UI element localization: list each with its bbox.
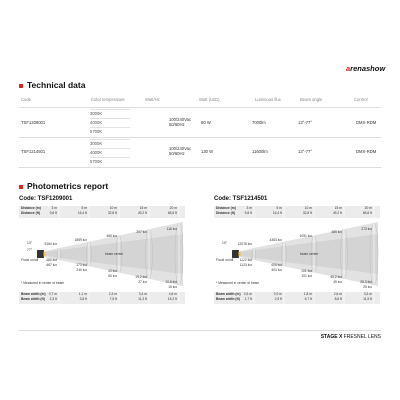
label-beam-m: Beam width (m) bbox=[21, 292, 46, 296]
beam-width-m: 4,6 m bbox=[168, 292, 177, 296]
fc-value: 101 fcd bbox=[301, 268, 312, 273]
beam-width-m: 0,7 m bbox=[48, 292, 57, 296]
header-color-temp: Color temperature bbox=[91, 97, 125, 102]
angle-top: 10° bbox=[222, 241, 227, 245]
fc-value: 173 fcd bbox=[76, 263, 87, 268]
beam-width-ft: 5,7 ft bbox=[304, 297, 312, 301]
header-watt-led: Watt (LED) bbox=[199, 97, 220, 102]
beam-width-ft: 1,7 ft bbox=[244, 297, 252, 301]
distance-ft: 32,8 ft bbox=[302, 211, 312, 215]
header-code: Code bbox=[21, 97, 32, 102]
distance-ft: 49,2 ft bbox=[137, 211, 147, 215]
beam-center-label: beam center bbox=[300, 252, 319, 256]
label-distance-m: Distance (m) bbox=[216, 206, 236, 210]
lux-bottom-value: 27 lux bbox=[138, 279, 147, 284]
lux-bottom-value: 1123 lux bbox=[239, 262, 252, 267]
control: DMX-RDM bbox=[356, 149, 377, 154]
spec-table-header bbox=[19, 97, 381, 105]
fixture-icon bbox=[232, 250, 239, 258]
distance-ft: 32,8 ft bbox=[107, 211, 117, 215]
beam-width-ft: 11,5 ft bbox=[363, 297, 372, 301]
beam-width-ft: 3,8 ft bbox=[79, 297, 87, 301]
voltage: 100/240Vac 50/60Hz bbox=[169, 146, 192, 156]
lux-top-value: 5164 lux bbox=[44, 242, 57, 247]
label-beam-m: Beam width (m) bbox=[216, 292, 241, 296]
distance-m: 3 m bbox=[51, 206, 57, 210]
fc-value: 1122 fcd bbox=[239, 257, 252, 262]
color-temp: 3000K bbox=[90, 139, 130, 148]
color-temp: 4000K bbox=[90, 118, 130, 127]
beam-width-ft: 8,6 ft bbox=[334, 297, 342, 301]
distance-m: 20 m bbox=[364, 206, 372, 210]
beam-width-m: 2,3 m bbox=[108, 292, 117, 296]
lux-top-value: 1091 lux bbox=[299, 234, 312, 239]
distance-ft: 9,8 ft bbox=[49, 211, 57, 215]
beam-center-label: beam center bbox=[105, 252, 124, 256]
lux-top-value: 207 lux bbox=[136, 230, 147, 235]
distance-band bbox=[214, 206, 380, 218]
distance-ft: 49,2 ft bbox=[332, 211, 342, 215]
lux-bottom-value: 25 lux bbox=[363, 285, 372, 290]
distance-m: 15 m bbox=[334, 206, 342, 210]
lux-top-value: 485 lux bbox=[331, 230, 342, 235]
control: DMX-RDM bbox=[356, 120, 377, 125]
divider bbox=[19, 107, 381, 108]
distance-band bbox=[19, 206, 185, 218]
technical-data-title: Technical data bbox=[19, 80, 85, 90]
label-distance-ft: Distance (ft) bbox=[216, 211, 236, 215]
lux-top-value: 116 lux bbox=[166, 226, 177, 231]
photometric-diagram-2 bbox=[214, 204, 382, 312]
arenashow-logo: arenashow bbox=[346, 64, 386, 73]
fc-value: 405 fcd bbox=[271, 263, 282, 268]
fc-value: 480 fcd bbox=[46, 257, 57, 262]
fc-value: 45,2 fcd bbox=[330, 274, 342, 279]
distance-m: 5 m bbox=[276, 206, 282, 210]
beam-width-ft: 11,3 ft bbox=[138, 297, 147, 301]
beam-width-ft: 2,9 ft bbox=[274, 297, 282, 301]
distance-ft: 65,6 ft bbox=[362, 211, 372, 215]
label-beam-ft: Beam width (ft) bbox=[21, 297, 45, 301]
label-note: * Measured in center of beam bbox=[216, 281, 260, 285]
distance-m: 20 m bbox=[169, 206, 177, 210]
distance-ft: 16,4 ft bbox=[77, 211, 87, 215]
product-code: TSF1214501 bbox=[21, 149, 46, 154]
luminous-flux: 11600lm bbox=[252, 149, 268, 154]
fc-value: 19,2 fcd bbox=[135, 274, 147, 279]
beam-width-m: 1,1 m bbox=[78, 292, 87, 296]
beam-width-m: 2,6 m bbox=[333, 292, 342, 296]
distance-ft: 16,4 ft bbox=[272, 211, 282, 215]
photometrics-title: Photometrics report bbox=[19, 181, 108, 191]
beam-width-m: 1,8 m bbox=[303, 292, 312, 296]
label-distance-ft: Distance (ft) bbox=[21, 211, 41, 215]
beam-width-m: 0,5 m bbox=[243, 292, 252, 296]
product-code: TSF1209001 bbox=[21, 120, 46, 125]
fixture-icon bbox=[37, 250, 44, 258]
header-luminous-flux: Luminous flux bbox=[255, 97, 281, 102]
photometric-diagram-1 bbox=[19, 204, 187, 312]
lux-top-value: 12076 lux bbox=[237, 242, 252, 247]
lux-top-value: 273 lux bbox=[361, 226, 372, 231]
header-beam-angle: Beam angle bbox=[300, 97, 323, 102]
fc-value: 25,3 fcd bbox=[360, 280, 372, 285]
lens-icon bbox=[239, 252, 241, 257]
distance-ft: 65,6 ft bbox=[167, 211, 177, 215]
lens-icon bbox=[44, 252, 46, 257]
photometrics-code-2: Code: TSF1214501 bbox=[214, 196, 268, 202]
lux-bottom-value: 667 lux bbox=[46, 262, 57, 267]
beam-angle: 13°-77° bbox=[298, 120, 313, 125]
color-temp: 5700K bbox=[90, 157, 130, 166]
divider bbox=[19, 167, 381, 168]
lux-bottom-value: 404 lux bbox=[271, 268, 282, 273]
lux-bottom-value: 15 lux bbox=[168, 285, 177, 290]
beam-width-m: 0,9 m bbox=[273, 292, 282, 296]
label-flood: Flood on/off bbox=[21, 258, 39, 262]
beam-width-ft: 7,5 ft bbox=[109, 297, 117, 301]
watt-led: 60 W bbox=[201, 120, 211, 125]
label-note: * Measured in center of beam bbox=[21, 281, 65, 285]
label-flood: Flood on/off bbox=[216, 258, 234, 262]
fc-value: 10,8 fcd bbox=[165, 280, 177, 285]
label-distance-m: Distance (m) bbox=[21, 206, 41, 210]
watt-led: 130 W bbox=[201, 149, 214, 154]
distance-m: 5 m bbox=[81, 206, 87, 210]
lux-top-value: 465 lux bbox=[106, 234, 117, 239]
beam-width-m: 3,4 m bbox=[138, 292, 147, 296]
distance-m: 3 m bbox=[246, 206, 252, 210]
divider bbox=[19, 137, 381, 138]
distance-m: 15 m bbox=[139, 206, 147, 210]
footer-product: STAGE X FRESNEL LENS bbox=[320, 334, 381, 340]
angle-top: 13° bbox=[27, 241, 32, 245]
lux-bottom-value: 60 lux bbox=[108, 273, 117, 278]
red-bullet-icon bbox=[19, 84, 23, 88]
distance-ft: 9,8 ft bbox=[244, 211, 252, 215]
beam-width-ft: 2,3 ft bbox=[49, 297, 57, 301]
beam-angle: 13°-77° bbox=[298, 149, 313, 154]
fc-value: 43 fcd bbox=[108, 268, 117, 273]
angle-bottom: 77° bbox=[27, 248, 32, 252]
distance-m: 10 m bbox=[304, 206, 312, 210]
beam-width-ft: 15,2 ft bbox=[167, 297, 177, 301]
header-volt: Watt/Hz bbox=[145, 97, 160, 102]
distance-m: 10 m bbox=[109, 206, 117, 210]
lux-top-value: 4363 lux bbox=[269, 238, 282, 243]
red-bullet-icon bbox=[19, 185, 23, 189]
lux-top-value: 1859 lux bbox=[74, 238, 87, 243]
luminous-flux: 7000lm bbox=[252, 120, 266, 125]
beam-width-m: 3,5 m bbox=[363, 292, 372, 296]
photometrics-code-1: Code: TSF1209001 bbox=[19, 196, 73, 202]
lux-bottom-value: 240 lux bbox=[76, 268, 87, 273]
color-temp: 4000K bbox=[90, 148, 130, 157]
lux-bottom-value: 45 lux bbox=[333, 279, 342, 284]
label-beam-ft: Beam width (ft) bbox=[216, 297, 240, 301]
footer-divider bbox=[19, 330, 381, 331]
color-temp: 5700K bbox=[90, 127, 130, 136]
color-temp: 3000K bbox=[90, 109, 130, 118]
voltage: 100/240Vac 50/60Hz bbox=[169, 117, 192, 127]
header-control: Control bbox=[354, 97, 368, 102]
lux-bottom-value: 101 lux bbox=[301, 273, 312, 278]
